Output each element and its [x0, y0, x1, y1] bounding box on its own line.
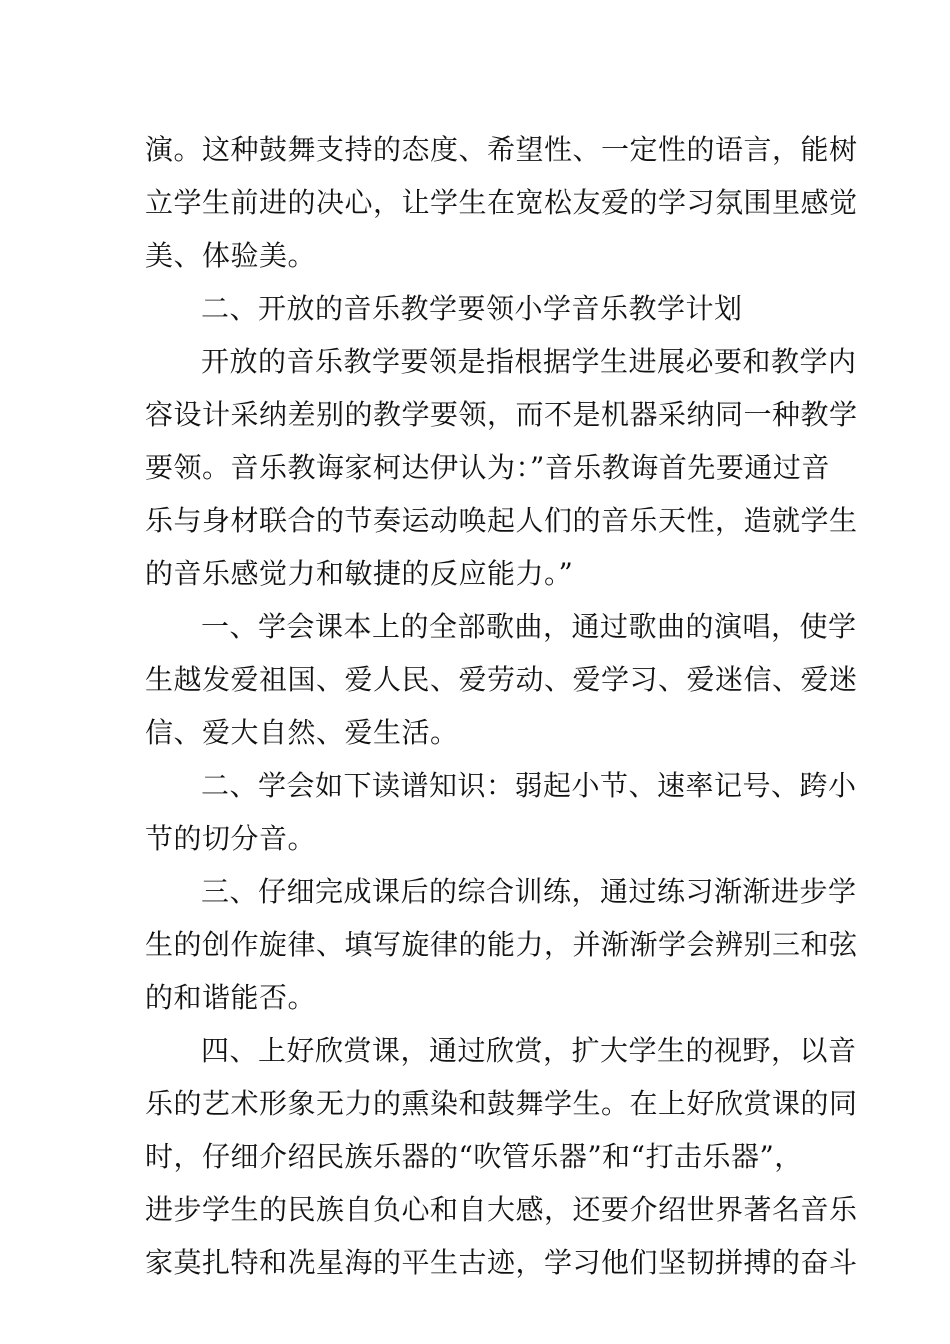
text-line: 乐与身材联合的节奏运动唤起人们的音乐天性，造就学生	[145, 504, 858, 537]
text-line: 的音乐感觉力和敏捷的反应能力。”	[145, 557, 574, 590]
list-item-1: 一、学会课本上的全部歌曲，通过歌曲的演唱，使学	[201, 610, 857, 643]
text-line: 信、爱大自然、爱生活。	[145, 716, 459, 749]
text-line: 乐的艺术形象无力的熏染和鼓舞学生。在上好欣赏课的同	[145, 1087, 858, 1120]
text-line: 演。这种鼓舞支持的态度、希望性、一定性的语言，能树	[145, 133, 858, 166]
text-line: 生的创作旋律、填写旋律的能力，并渐渐学会辨别三和弦	[145, 928, 858, 961]
text-line: 的和谐能否。	[145, 981, 317, 1014]
text-line: 进步学生的民族自负心和自大感，还要介绍世界著名音乐	[145, 1193, 858, 1226]
text-line: 生越发爱祖国、爱人民、爱劳动、爱学习、爱迷信、爱迷	[145, 663, 858, 696]
text-line: 立学生前进的决心，让学生在宽松友爱的学习氛围里感觉	[145, 186, 858, 219]
text-line: 容设计采纳差别的教学要领，而不是机器采纳同一种教学	[145, 398, 858, 431]
text-line: 节的切分音。	[145, 822, 317, 855]
list-item-4: 四、上好欣赏课，通过欣赏，扩大学生的视野，以音	[201, 1034, 857, 1067]
text-line: 要领。音乐教诲家柯达伊认为：”音乐教诲首先要通过音	[145, 451, 830, 484]
document-body	[145, 123, 858, 1289]
text-line: 开放的音乐教学要领是指根据学生进展必要和教学内	[201, 345, 857, 378]
section-heading: 二、开放的音乐教学要领小学音乐教学计划	[201, 292, 743, 325]
text-line: 时，仔细介绍民族乐器的“吹管乐器”和“打击乐器”，	[145, 1140, 803, 1173]
text-line: 家莫扎特和冼星海的平生古迹，学习他们坚韧拼搏的奋斗	[145, 1246, 858, 1279]
text-line: 美、体验美。	[145, 239, 317, 272]
list-item-2: 二、学会如下读谱知识：弱起小节、速率记号、跨小	[201, 769, 857, 802]
list-item-3: 三、仔细完成课后的综合训练，通过练习渐渐进步学	[201, 875, 857, 908]
